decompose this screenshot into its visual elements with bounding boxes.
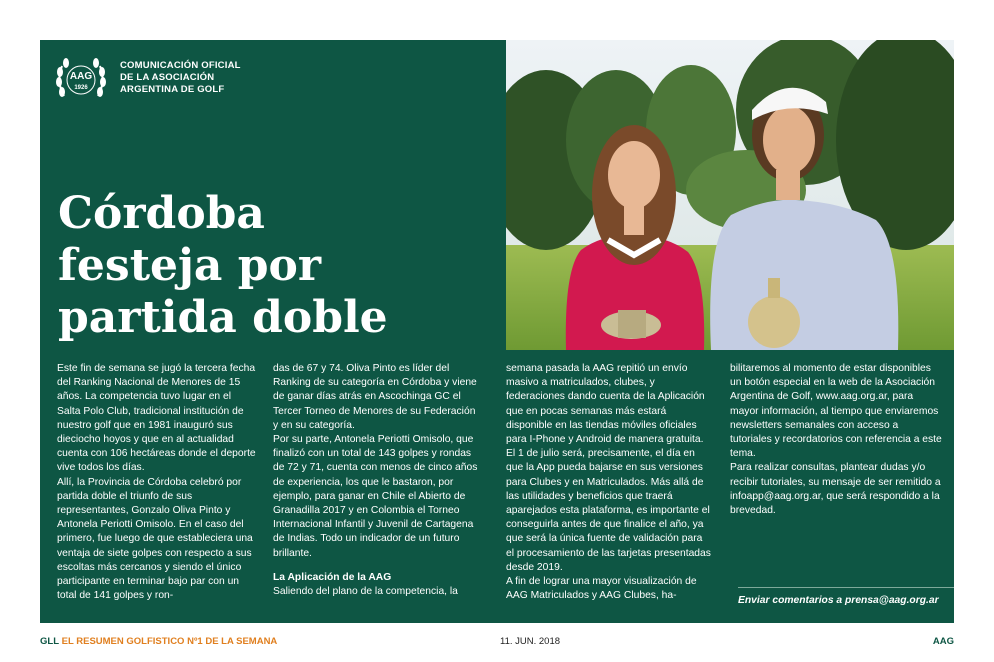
footer-tag: EL RESUMEN GOLFISTICO Nº1 DE LA SEMANA <box>61 636 278 647</box>
logo-text: AAG <box>69 71 93 82</box>
section-subhead: La Aplicación de la AAG <box>273 571 392 583</box>
divider <box>738 587 954 588</box>
org-line: ARGENTINA DE GOLF <box>120 84 225 95</box>
contact-email-line: Enviar comentarios a prensa@aag.org.ar <box>738 595 939 606</box>
paragraph: Allí, la Provincia de Córdoba celebró por partida doble el triunfo de sus representantes, Gonzalo Oliva Pinto y Antonela Periotti Omisolo. En el caso del primero, fue luego de que estableciera una ventaja de siete golpes con respecto a sus escoltas más cercanos y siendo el único participante en terminar bajo par con un total de 141 golpes y ron- <box>57 476 253 602</box>
article-column-4 <box>730 362 942 518</box>
paragraph: Por su parte, Antonela Periotti Omisolo, que finalizó con un total de 143 golpes y rondas de 72 y 71, cuenta con menos de cinco años de experiencia, los que le bastaron, por ejemplo, para ganar en Chile el Abierto de Granadilla 2017 y en Colombia el Torneo Internacional Infantil y Juvenil de Cartagena de Indias. Todo un indicador de un futuro brillante. <box>273 434 478 559</box>
article-column-2 <box>273 362 479 599</box>
paragraph: semana pasada la AAG repitió un envío masivo a matriculados, clubes, y federaciones dando cuenta de la Aplicación que en pocas semanas más estará disponible en las tiendas móviles oficiales para I-Phone y Android de manera gratuita. <box>506 363 705 446</box>
headline-line: partida doble <box>58 292 388 343</box>
paragraph: A fin de lograr una mayor visualización de AAG Matriculados y AAG Clubes, ha- <box>506 576 697 602</box>
golfers-photo <box>506 40 954 350</box>
paragraph: Este fin de semana se jugó la tercera fecha del Ranking Nacional de Menores de 15 años. La competencia tuvo lugar en el Salta Polo Club, tradicional institución de nuestro golf que en 1981 inauguró sus dieciocho hoyos y que en al actualidad cuenta con 106 hectáreas donde el deporte vive todos los días. <box>57 363 256 474</box>
headline-line: festeja por <box>58 240 322 291</box>
headline-line: Córdoba <box>58 188 265 239</box>
paragraph: El 1 de julio será, precisamente, el día en que la App pueda bajarse en sus versiones para Clubes y en Matriculados. Más allá de las utilidades y beneficios que traerá aparejados esta plataforma, es importante el conseguirla antes de que finalice el año, ya que será la única fuente de validación para el procesamiento de las tarjetas presentadas desde 2019. <box>506 448 711 573</box>
footer-tagline <box>40 636 277 647</box>
paragraph: das de 67 y 74. Oliva Pinto es líder del Ranking de su categoría en Córdoba y viene de ganar días atrás en Ascochinga GC el Tercer Torneo de Menores de su Federación y en su categoría. <box>273 363 477 431</box>
footer-date: 11. JUN. 2018 <box>500 636 561 647</box>
org-line: COMUNICACIÓN OFICIAL <box>120 60 241 71</box>
aag-logo <box>54 52 108 106</box>
org-name <box>120 60 241 96</box>
headline <box>58 188 498 344</box>
paragraph: Saliendo del plano de la competencia, la <box>273 586 458 598</box>
article-column-1 <box>57 362 257 603</box>
paragraph: Para realizar consultas, plantear dudas y/o recibir tutoriales, su mensaje de ser remitido a infoapp@aag.org.ar, que será respondido a la brevedad. <box>730 462 941 517</box>
footer-brand: GLL <box>40 636 59 647</box>
footer-publisher: AAG <box>932 636 954 647</box>
paragraph: bilitaremos al momento de estar disponibles un botón especial en la web de la Asociación Argentina de Golf, www.aag.org.ar, para mayor información, al tiempo que enviaremos newsletters semanales con acceso a tutoriales y recordatorios con referencia a este tema. <box>730 363 942 460</box>
org-line: DE LA ASOCIACIÓN <box>120 72 215 83</box>
logo-year: 1926 <box>74 85 88 91</box>
article-column-3 <box>506 362 712 603</box>
